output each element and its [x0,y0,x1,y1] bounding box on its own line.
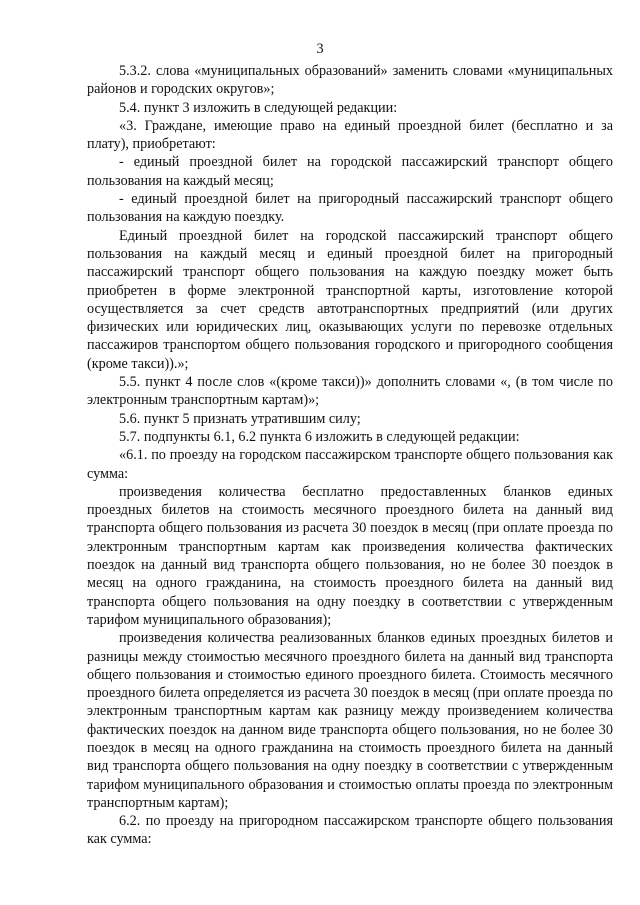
paragraph-6-2: 6.2. по проезду на пригородном пассажирском транспорте общего пользования как сумма: [87,813,613,848]
paragraph-free-tickets: произведения количества бесплатно предоставленных бланков единых проездных билетов на стоимость месячного проездного билета на данный вид транспорта общего пользования из расчета 30 поездок в месяц (при оплате проезда по электронным транспортным картам как произведения количества фактических поездок на данный вид транспорта общего пользования, но не более 30 поездок в месяц на одного гражданина, на стоимость проездного билета на данный вид транспорта общего пользования на одну поездку в соответствии с утвержденным тарифом муниципального образования); [87,483,613,628]
page-number: 3 [316,41,324,57]
paragraph-5-5: 5.5. пункт 4 после слов «(кроме такси))» дополнить словами «, (в том числе по электронным транспортным картам)»; [87,374,613,409]
paragraph-clause-3: «3. Граждане, имеющие право на единый проездной билет (бесплатно и за плату), приобретают: [87,117,613,153]
document-body [87,62,613,849]
paragraph-6-1: «6.1. по проезду на городском пассажирском транспорте общего пользования как сумма: [87,447,613,482]
paragraph-5-3-2: 5.3.2. слова «муниципальных образований» заменить словами «муниципальных районов и городских округов»; [87,63,613,98]
paragraph-sold-tickets: произведения количества реализованных бланков единых проездных билетов и разницы между стоимостью месячного проездного билета на данный вид транспорта общего пользования и стоимостью единого проездного билета. Стоимость месячного проездного билета определяется из расчета 30 поездок в месяц (при оплате проезда по электронным транспортным картам как разницу между произведением количества фактических поездок на данном виде транспорта общего пользования, но не более 30 поездок в месяц на одного гражданина на стоимость проездного билета на данный вид транспорта общего пользования на одну поездку в соответствии с утвержденным тарифом муниципального образования и стоимостью оплаты проезда по электронным транспортным картам); [87,630,613,811]
paragraph-5-7: 5.7. подпункты 6.1, 6.2 пункта 6 изложить в следующей редакции: [119,428,520,445]
list-item-city-ticket: - единый проездной билет на городской пассажирский транспорт общего пользования на каждый месяц; [87,154,613,189]
paragraph-5-6: 5.6. пункт 5 признать утратившим силу; [119,410,361,427]
paragraph-electronic-card: Единый проездной билет на городской пассажирский транспорт общего пользования на каждый месяц и единый проездной билет на пригородный пассажирский транспорт общего пользования на каждую поездку может быть приобретен в форме электронной транспортной карты, изготовление которой осуществляется за счет средств автотранспортных предприятий (или других физических или юридических лиц, оказывающих услуги по перевозке отдельных пассажиров транспортом общего пользования городского и пригородного сообщения (кроме такси)).»; [87,227,613,372]
list-item-suburban-ticket: - единый проездной билет на пригородный пассажирский транспорт общего пользования на каждую поездку. [87,191,613,226]
paragraph-5-4: 5.4. пункт 3 изложить в следующей редакции: [119,99,398,116]
